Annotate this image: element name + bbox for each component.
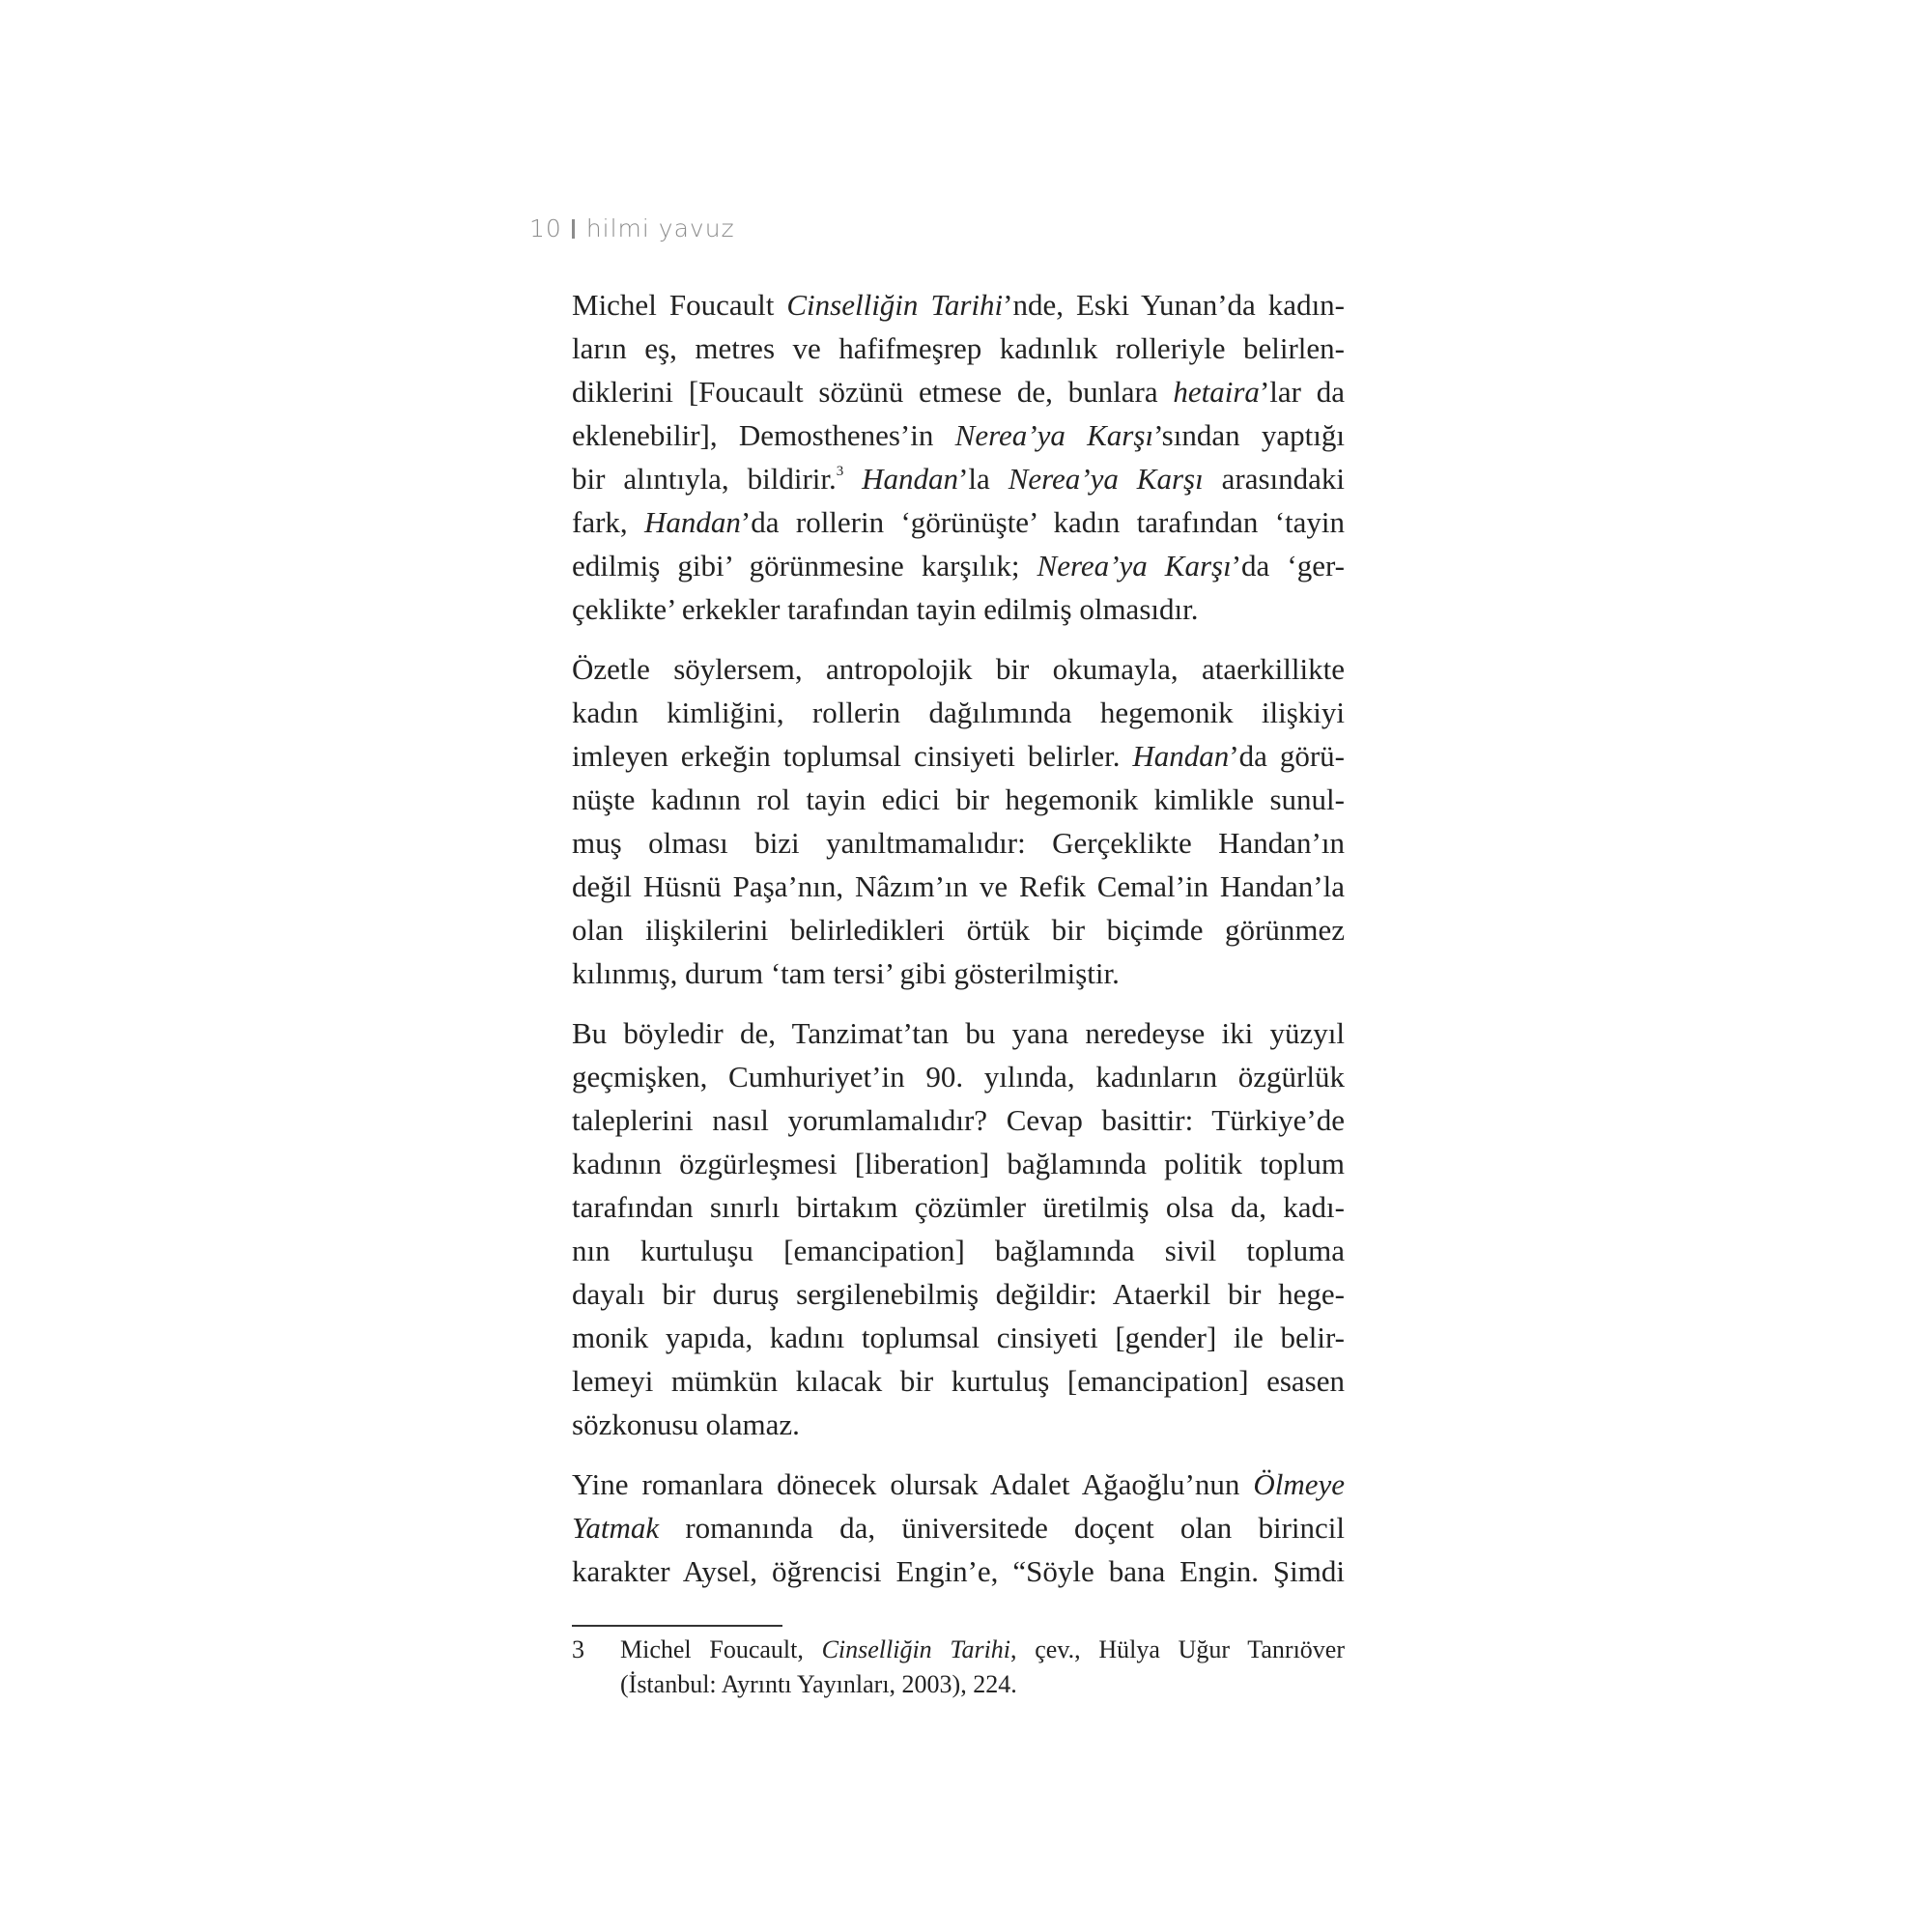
text-line: tarafından sınırlı birtakım çözümler üretilmiş olsa da, kadı- bbox=[572, 1190, 1345, 1224]
text-line: fark, Handan’da rollerin ‘görünüşte’ kadın tarafından ‘tayin bbox=[572, 505, 1346, 539]
text-line: muş olması bizi yanıltmamalıdır: Gerçeklikte Handan’ın bbox=[572, 826, 1345, 860]
text-line: olan ilişkilerini belirledikleri örtük bir biçimde görünmez bbox=[572, 913, 1345, 947]
text-line: ların eş, metres ve hafifmeşrep kadınlık rolleriyle belirlen- bbox=[572, 331, 1345, 365]
header-separator bbox=[572, 219, 575, 239]
footnote-text bbox=[620, 1633, 1345, 1702]
text-line: değil Hüsnü Paşa’nın, Nâzım’ın ve Refik Cemal’in Handan’la bbox=[572, 869, 1345, 903]
paragraph-gap bbox=[572, 1446, 1345, 1463]
footnote-line: Michel Foucault, Cinselliğin Tarihi, çev., Hülya Uğur Tanrıöver bbox=[620, 1635, 1345, 1663]
text-line: Yine romanlara dönecek olursak Adalet Ağaoğlu’nun Ölmeye bbox=[572, 1467, 1345, 1501]
footnote bbox=[572, 1633, 1345, 1702]
book-title: Nerea’ya Karşı bbox=[1008, 462, 1204, 496]
footnote-reference: 3 bbox=[836, 464, 844, 479]
text-line: Bu böyledir de, Tanzimat’tan bu yana neredeyse iki yüzyıl bbox=[572, 1016, 1345, 1050]
book-title: Nerea’ya Karşı bbox=[1037, 549, 1232, 582]
text-line: kadın kimliğini, rollerin dağılımında hegemonik ilişkiyi bbox=[572, 696, 1345, 729]
book-title: Handan bbox=[1132, 739, 1230, 773]
paragraph-2 bbox=[572, 647, 1345, 995]
text-line: imleyen erkeğin toplumsal cinsiyeti belirler. Handan’da görü- bbox=[572, 739, 1345, 773]
paragraph-gap bbox=[572, 631, 1345, 647]
text-line: lemeyi mümkün kılacak bir kurtuluş [emancipation] esasen bbox=[572, 1364, 1345, 1398]
book-title: Nerea’ya Karşı bbox=[954, 418, 1154, 452]
book-title: Cinselliğin Tarihi bbox=[786, 288, 1004, 322]
author-name: hilmi yavuz bbox=[585, 214, 735, 242]
book-title: Handan bbox=[644, 505, 741, 539]
text-line: kadının özgürleşmesi [liberation] bağlamında politik toplum bbox=[572, 1147, 1345, 1180]
body-text bbox=[572, 283, 1345, 1593]
book-title: Ölmeye bbox=[1253, 1467, 1345, 1501]
footnote-line: (İstanbul: Ayrıntı Yayınları, 2003), 224. bbox=[620, 1670, 1017, 1698]
text-line: bir alıntıyla, bildirir.$^3$ Handan’la Nerea’ya Karşı arasındaki bbox=[572, 462, 1346, 496]
footnote-number: 3 bbox=[572, 1635, 584, 1663]
text-line: edilmiş gibi’ görünmesine karşılık; Nerea’ya Karşı’da ‘ger- bbox=[572, 549, 1345, 582]
paragraph-4 bbox=[572, 1463, 1345, 1593]
text-line: Yatmak romanında da, üniversitede doçent olan birincil bbox=[572, 1511, 1345, 1545]
text-line: Özetle söylersem, antropolojik bir okumayla, ataerkillikte bbox=[572, 652, 1345, 686]
text-line: eklenebilir], Demosthenes’in Nerea’ya Karşı’sından yaptığı bbox=[572, 418, 1345, 452]
book-title: Handan bbox=[843, 462, 959, 496]
text-line: karakter Aysel, öğrencisi Engin’e, “Söyle bana Engin. Şimdi bbox=[572, 1554, 1345, 1588]
text-line: dayalı bir duruş sergilenebilmiş değildir: Ataerkil bir hege- bbox=[572, 1277, 1345, 1311]
text-line: taleplerini nasıl yorumlamalıdır? Cevap basittir: Türkiye’de bbox=[572, 1103, 1345, 1137]
text-line: Michel Foucault Cinselliğin Tarihi’nde, Eski Yunan’da kadın- bbox=[572, 288, 1346, 322]
text-line: nüşte kadının rol tayin edici bir hegemonik kimlikle sunul- bbox=[572, 782, 1345, 816]
text-line: diklerini [Foucault sözünü etmese de, bunlara hetaira’lar da bbox=[572, 375, 1345, 409]
text-line: sözkonusu olamaz. bbox=[572, 1407, 800, 1441]
text-line: nın kurtuluşu [emancipation] bağlamında sivil topluma bbox=[572, 1234, 1345, 1267]
page-number: 10 bbox=[529, 214, 562, 242]
footnote-rule bbox=[572, 1625, 782, 1627]
running-head bbox=[529, 214, 735, 242]
text-line: kılınmış, durum ‘tam tersi’ gibi gösterilmiştir. bbox=[572, 956, 1120, 990]
italic-term: hetaira bbox=[1173, 375, 1260, 409]
paragraph-3 bbox=[572, 1011, 1345, 1446]
paragraph-1 bbox=[572, 283, 1345, 631]
paragraph-gap bbox=[572, 995, 1345, 1011]
text-line: çeklikte’ erkekler tarafından tayin edilmiş olmasıdır. bbox=[572, 592, 1199, 626]
book-title: Cinselliğin Tarihi bbox=[821, 1635, 1011, 1663]
text-line: geçmişken, Cumhuriyet’in 90. yılında, kadınların özgürlük bbox=[572, 1060, 1345, 1094]
text-line: monik yapıda, kadını toplumsal cinsiyeti [gender] ile belir- bbox=[572, 1321, 1345, 1354]
book-title: Yatmak bbox=[572, 1511, 660, 1545]
